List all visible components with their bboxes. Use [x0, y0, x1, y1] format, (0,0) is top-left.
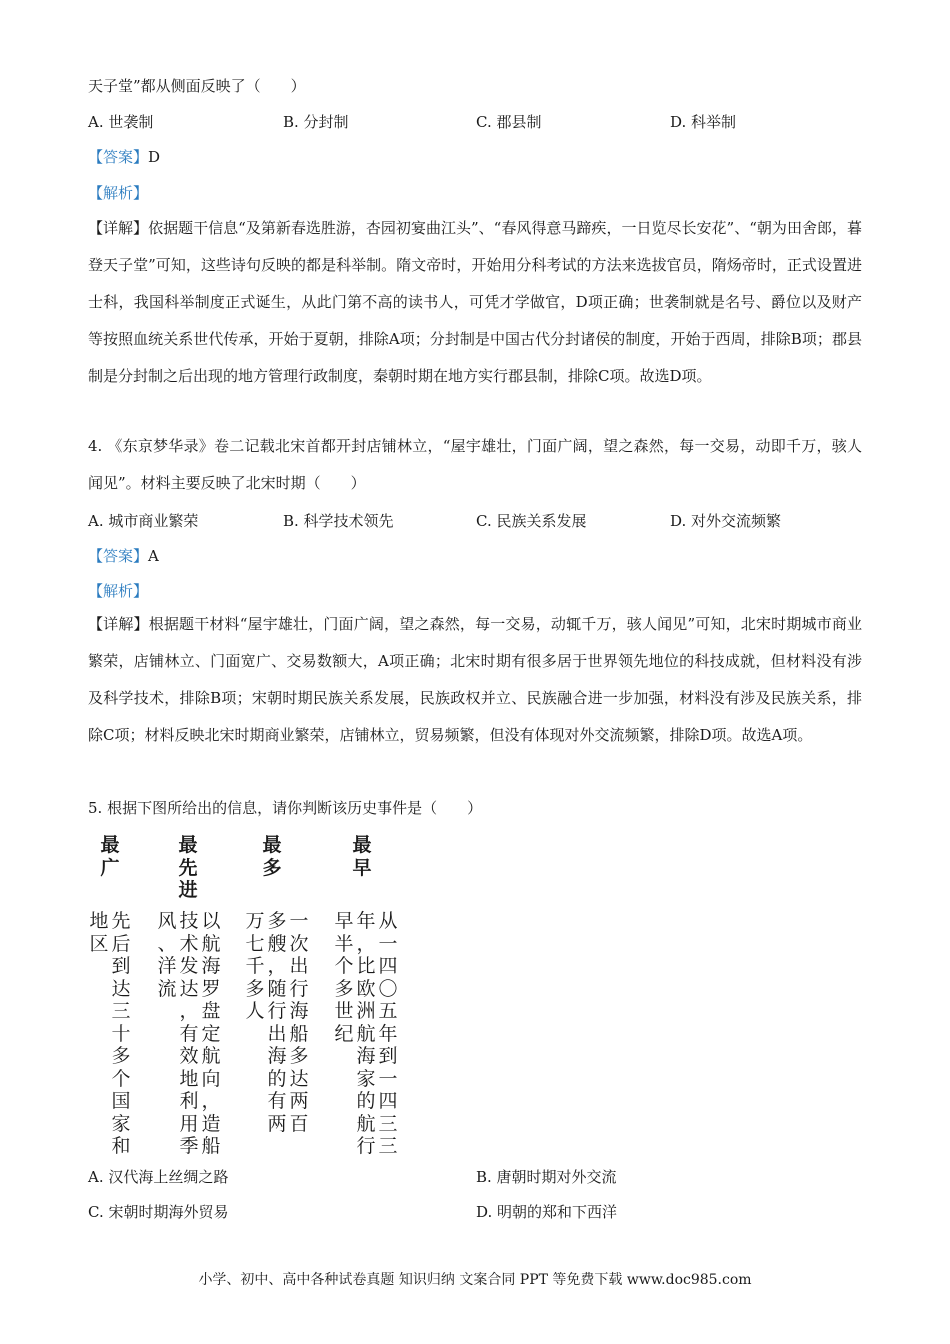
figure-heading-most-advanced: 最 先 进	[178, 834, 198, 901]
answer-tag: 【答案】	[88, 547, 149, 565]
q4-stem: 4. 《东京梦华录》卷二记载北宋首都开封店铺林立，“屋宇雄壮，门面广阔，望之森然，每一交易，动即千万，骇人闻见”。材料主要反映了北宋时期（ ）	[88, 437, 862, 492]
q3-answer-line	[88, 147, 160, 167]
page-footer: 小学、初中、高中各种试卷真题 知识归纳 文案合同 PPT 等免费下载 www.doc985.com	[198, 1272, 752, 1288]
q3-detail	[88, 210, 862, 395]
figure-column: 风 、 洋 流	[157, 910, 177, 1000]
detail-tag: 【详解】	[88, 219, 149, 237]
figure-heading-widest: 最 广	[100, 834, 120, 879]
q3-option-a: A. 世袭制	[88, 113, 154, 131]
q5-option-a: A. 汉代海上丝绸之路	[88, 1168, 229, 1186]
q4-detail-text: 根据题干材料“屋宇雄壮，门面广阔，望之森然，每一交易，动辄千万，骇人闻见”可知，北宋时期城市商业繁荣，店铺林立、门面宽广、交易数额大，A项正确；北宋时期有很多居于世界领先地位的科技成就，但材料没有涉及科学技术，排除B项；宋朝时期民族关系发展，民族政权并立、民族融合进一步加强，材料没有涉及民族关系，排除C项；材料反映北宋时期商业繁荣，店铺林立，贸易频繁，但没有体现对外交流频繁，排除D项。故选A项。	[88, 615, 862, 744]
figure-heading-most: 最 多	[262, 834, 282, 879]
q5-stem: 5. 根据下图所给出的信息，请你判断该历史事件是（ ）	[88, 799, 483, 817]
answer-tag: 【答案】	[88, 148, 149, 166]
figure-column: 地 区	[89, 910, 109, 955]
figure-column: 早 半 个 多 世 纪	[334, 910, 354, 1045]
q3-option-b: B. 分封制	[283, 113, 349, 131]
q4-option-a: A. 城市商业繁荣	[88, 512, 199, 530]
q5-option-b: B. 唐朝时期对外交流	[476, 1168, 617, 1186]
figure-column: 年 ， 比 欧 洲 航 海 家 的 航 行	[356, 910, 376, 1157]
q4-option-c: C. 民族关系发展	[476, 512, 587, 530]
figure-heading-earliest: 最 早	[352, 834, 372, 879]
figure-column: 先 后 到 达 三 十 多 个 国 家 和	[111, 910, 131, 1157]
q3-option-c: C. 郡县制	[476, 113, 542, 131]
q3-answer: D	[148, 148, 161, 166]
figure-column: 技 术 发 达 ， 有 效 地 利 用 季	[179, 910, 199, 1157]
q5-option-d: D. 明朝的郑和下西洋	[476, 1203, 618, 1221]
q4-option-d: D. 对外交流频繁	[670, 512, 782, 530]
detail-tag: 【详解】	[88, 615, 149, 633]
q3-stem-tail: 天子堂”都从侧面反映了（ ）	[88, 77, 306, 95]
q4-option-b: B. 科学技术领先	[283, 512, 394, 530]
q4-answer: A	[148, 547, 159, 565]
q4-analysis-tag: 【解析】	[88, 582, 149, 600]
q3-analysis-tag: 【解析】	[88, 184, 149, 202]
figure-column: 以 航 海 罗 盘 定 航 向 ， 造 船	[201, 910, 221, 1157]
q3-detail-text: 依据题干信息“及第新春选胜游，杏园初宴曲江头”、“春风得意马蹄疾，一日览尽长安花”、“朝为田舍郎，暮登天子堂”可知，这些诗句反映的都是科举制。隋文帝时，开始用分科考试的方法来选拔官员，隋炀帝时，正式设置进士科，我国科举制度正式诞生，从此门第不高的读书人，可凭才学做官，D项正确；世袭制就是名号、爵位以及财产等按照血统关系世代传承，开始于夏朝，排除A项；分封制是中国古代分封诸侯的制度，开始于西周，排除B项；郡县制是分封制之后出现的地方管理行政制度，秦朝时期在地方实行郡县制，排除C项。故选D项。	[88, 219, 862, 385]
figure-column: 一 次 出 行 海 船 多 达 两 百	[289, 910, 309, 1135]
q3-option-d: D. 科举制	[670, 113, 737, 131]
figure-column: 从 一 四 〇 五 年 到 一 四 三 三	[378, 910, 398, 1157]
q4-answer-line	[88, 546, 159, 566]
figure-column: 万 七 千 多 人	[245, 910, 265, 1022]
q5-option-c: C. 宋朝时期海外贸易	[88, 1203, 229, 1221]
figure-column: 多 艘 ， 随 行 出 海 的 有 两	[267, 910, 287, 1135]
q4-detail	[88, 606, 862, 754]
